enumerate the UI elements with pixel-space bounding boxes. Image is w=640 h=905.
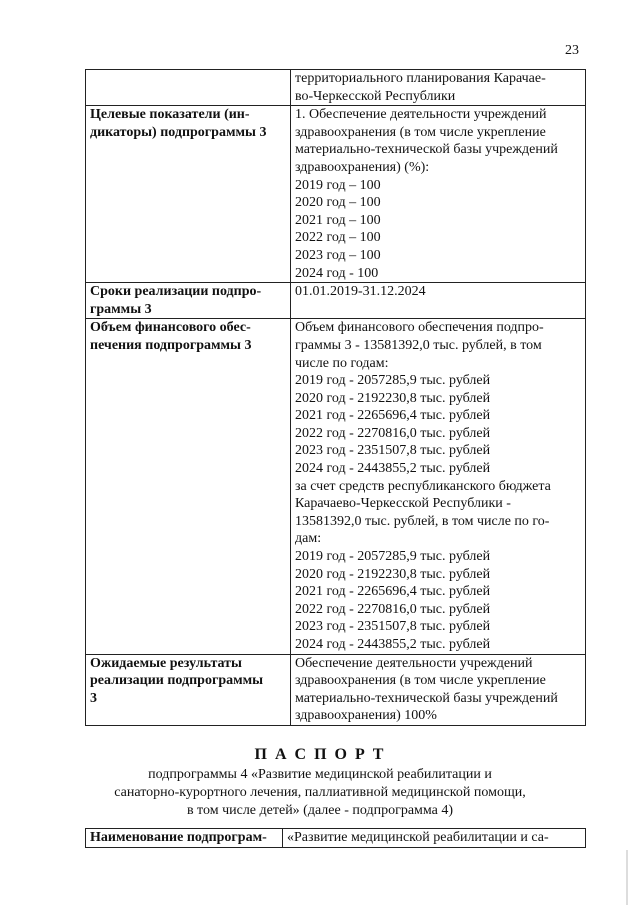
table-row [86,70,586,106]
row-value-line: 2019 год – 100 [295,177,381,193]
row-value-line: 2021 год - 2265696,4 тыс. рублей [295,408,491,424]
row-label [86,654,291,725]
table-row [86,829,586,848]
row-value [291,319,586,654]
row-label-line: граммы 3 [90,301,152,317]
row-value-line: территориального планирования Карачае- [295,71,546,86]
row-label-line: Сроки реализации подпро- [90,284,262,300]
subtitle-line: подпрограммы 4 «Развитие медицинской реабилитации и [148,767,492,782]
row-value-line: дам: [295,531,322,547]
row-value [291,283,586,319]
row-value-line: 2024 год - 100 [295,265,379,281]
row-value-line: 2024 год - 2443855,2 тыс. рублей [295,637,491,652]
row-value-line: граммы 3 - 13581392,0 тыс. рублей, в том [295,337,542,353]
table-row [86,319,586,654]
table-row [86,106,586,283]
row-value-line: числе по годам: [295,355,389,371]
row-label-line: реализации подпрограммы [90,673,264,689]
scan-edge-mark [626,850,628,905]
row-value-line: здравоохранения (в том числе укрепление [295,673,546,689]
row-value-line: 2024 год - 2443855,2 тыс. рублей [295,461,491,477]
passport-title: П А С П О Р Т [254,746,386,763]
row-value-line: во-Черкесской Республики [295,88,456,104]
row-label-line: 3 [90,690,97,706]
row-label-line: Ожидаемые результаты [90,655,242,671]
table-row [86,283,586,319]
row-value-line: 2022 год - 2270816,0 тыс. рублей [295,425,491,441]
row-value-line: Обеспечение деятельности учреждений [295,655,533,671]
row-value-line: 2020 год - 2192230,8 тыс. рублей [295,566,491,582]
passport-subtitle [0,766,640,820]
row-value-line: материально-технической базы учреждений [295,142,558,158]
row-label-line: дикаторы) подпрограммы 3 [90,124,267,140]
row-label [86,319,291,654]
row-label-line: Целевые показатели (ин- [90,107,250,123]
row-value [291,70,586,106]
subtitle-line: санаторно-курортного лечения, паллиативной медицинской помощи, [114,785,526,800]
row-value-line: здравоохранения) 100% [295,708,437,724]
row-value-line: здравоохранения) (%): [295,159,430,175]
row-label [86,106,291,283]
row-value-line: 2019 год - 2057285,9 тыс. рублей [295,373,491,389]
row-value-line: 2019 год - 2057285,9 тыс. рублей [295,549,491,565]
row-value-line: 2022 год - 2270816,0 тыс. рублей [295,601,491,617]
row-label [86,70,291,106]
row-label-line: печения подпрограммы 3 [90,337,252,353]
subtitle-line: в том числе детей» (далее - подпрограмма 4) [186,803,454,818]
row-label: Наименование подпрограм- [86,829,283,848]
row-value [291,106,586,283]
subprogram-4-passport-table [85,828,586,848]
row-value-line: 2022 год – 100 [295,230,381,246]
row-value-line: 2023 год – 100 [295,247,381,263]
row-value-line: Объем финансового обеспечения подпро- [295,320,544,336]
row-value-line: 1. Обеспечение деятельности учреждений [295,107,547,123]
row-label [86,283,291,319]
row-value-line: 2021 год – 100 [295,212,381,228]
row-label-line: Объем финансового обес- [90,320,251,336]
subprogram-3-passport-table [85,69,586,726]
row-value-line: 2023 год - 2351507,8 тыс. рублей [295,619,491,635]
row-value-line: 13581392,0 тыс. рублей, в том числе по го- [295,513,550,529]
row-value [291,654,586,725]
row-value-line: за счет средств республиканского бюджета [295,478,551,494]
row-value-line: 2020 год – 100 [295,195,381,211]
table-row [86,654,586,725]
row-value-line: 2023 год - 2351507,8 тыс. рублей [295,443,491,459]
row-value-line: здравоохранения (в том числе укрепление [295,124,546,140]
row-value-line: 01.01.2019-31.12.2024 [295,284,426,300]
row-value: «Развитие медицинской реабилитации и са- [283,829,586,848]
row-value-line: материально-технической базы учреждений [295,690,558,706]
page-number: 23 [565,43,579,58]
row-value-line: 2021 год - 2265696,4 тыс. рублей [295,584,491,600]
row-value-line: Карачаево-Черкесской Республики - [295,496,511,512]
row-value-line: 2020 год - 2192230,8 тыс. рублей [295,390,491,406]
